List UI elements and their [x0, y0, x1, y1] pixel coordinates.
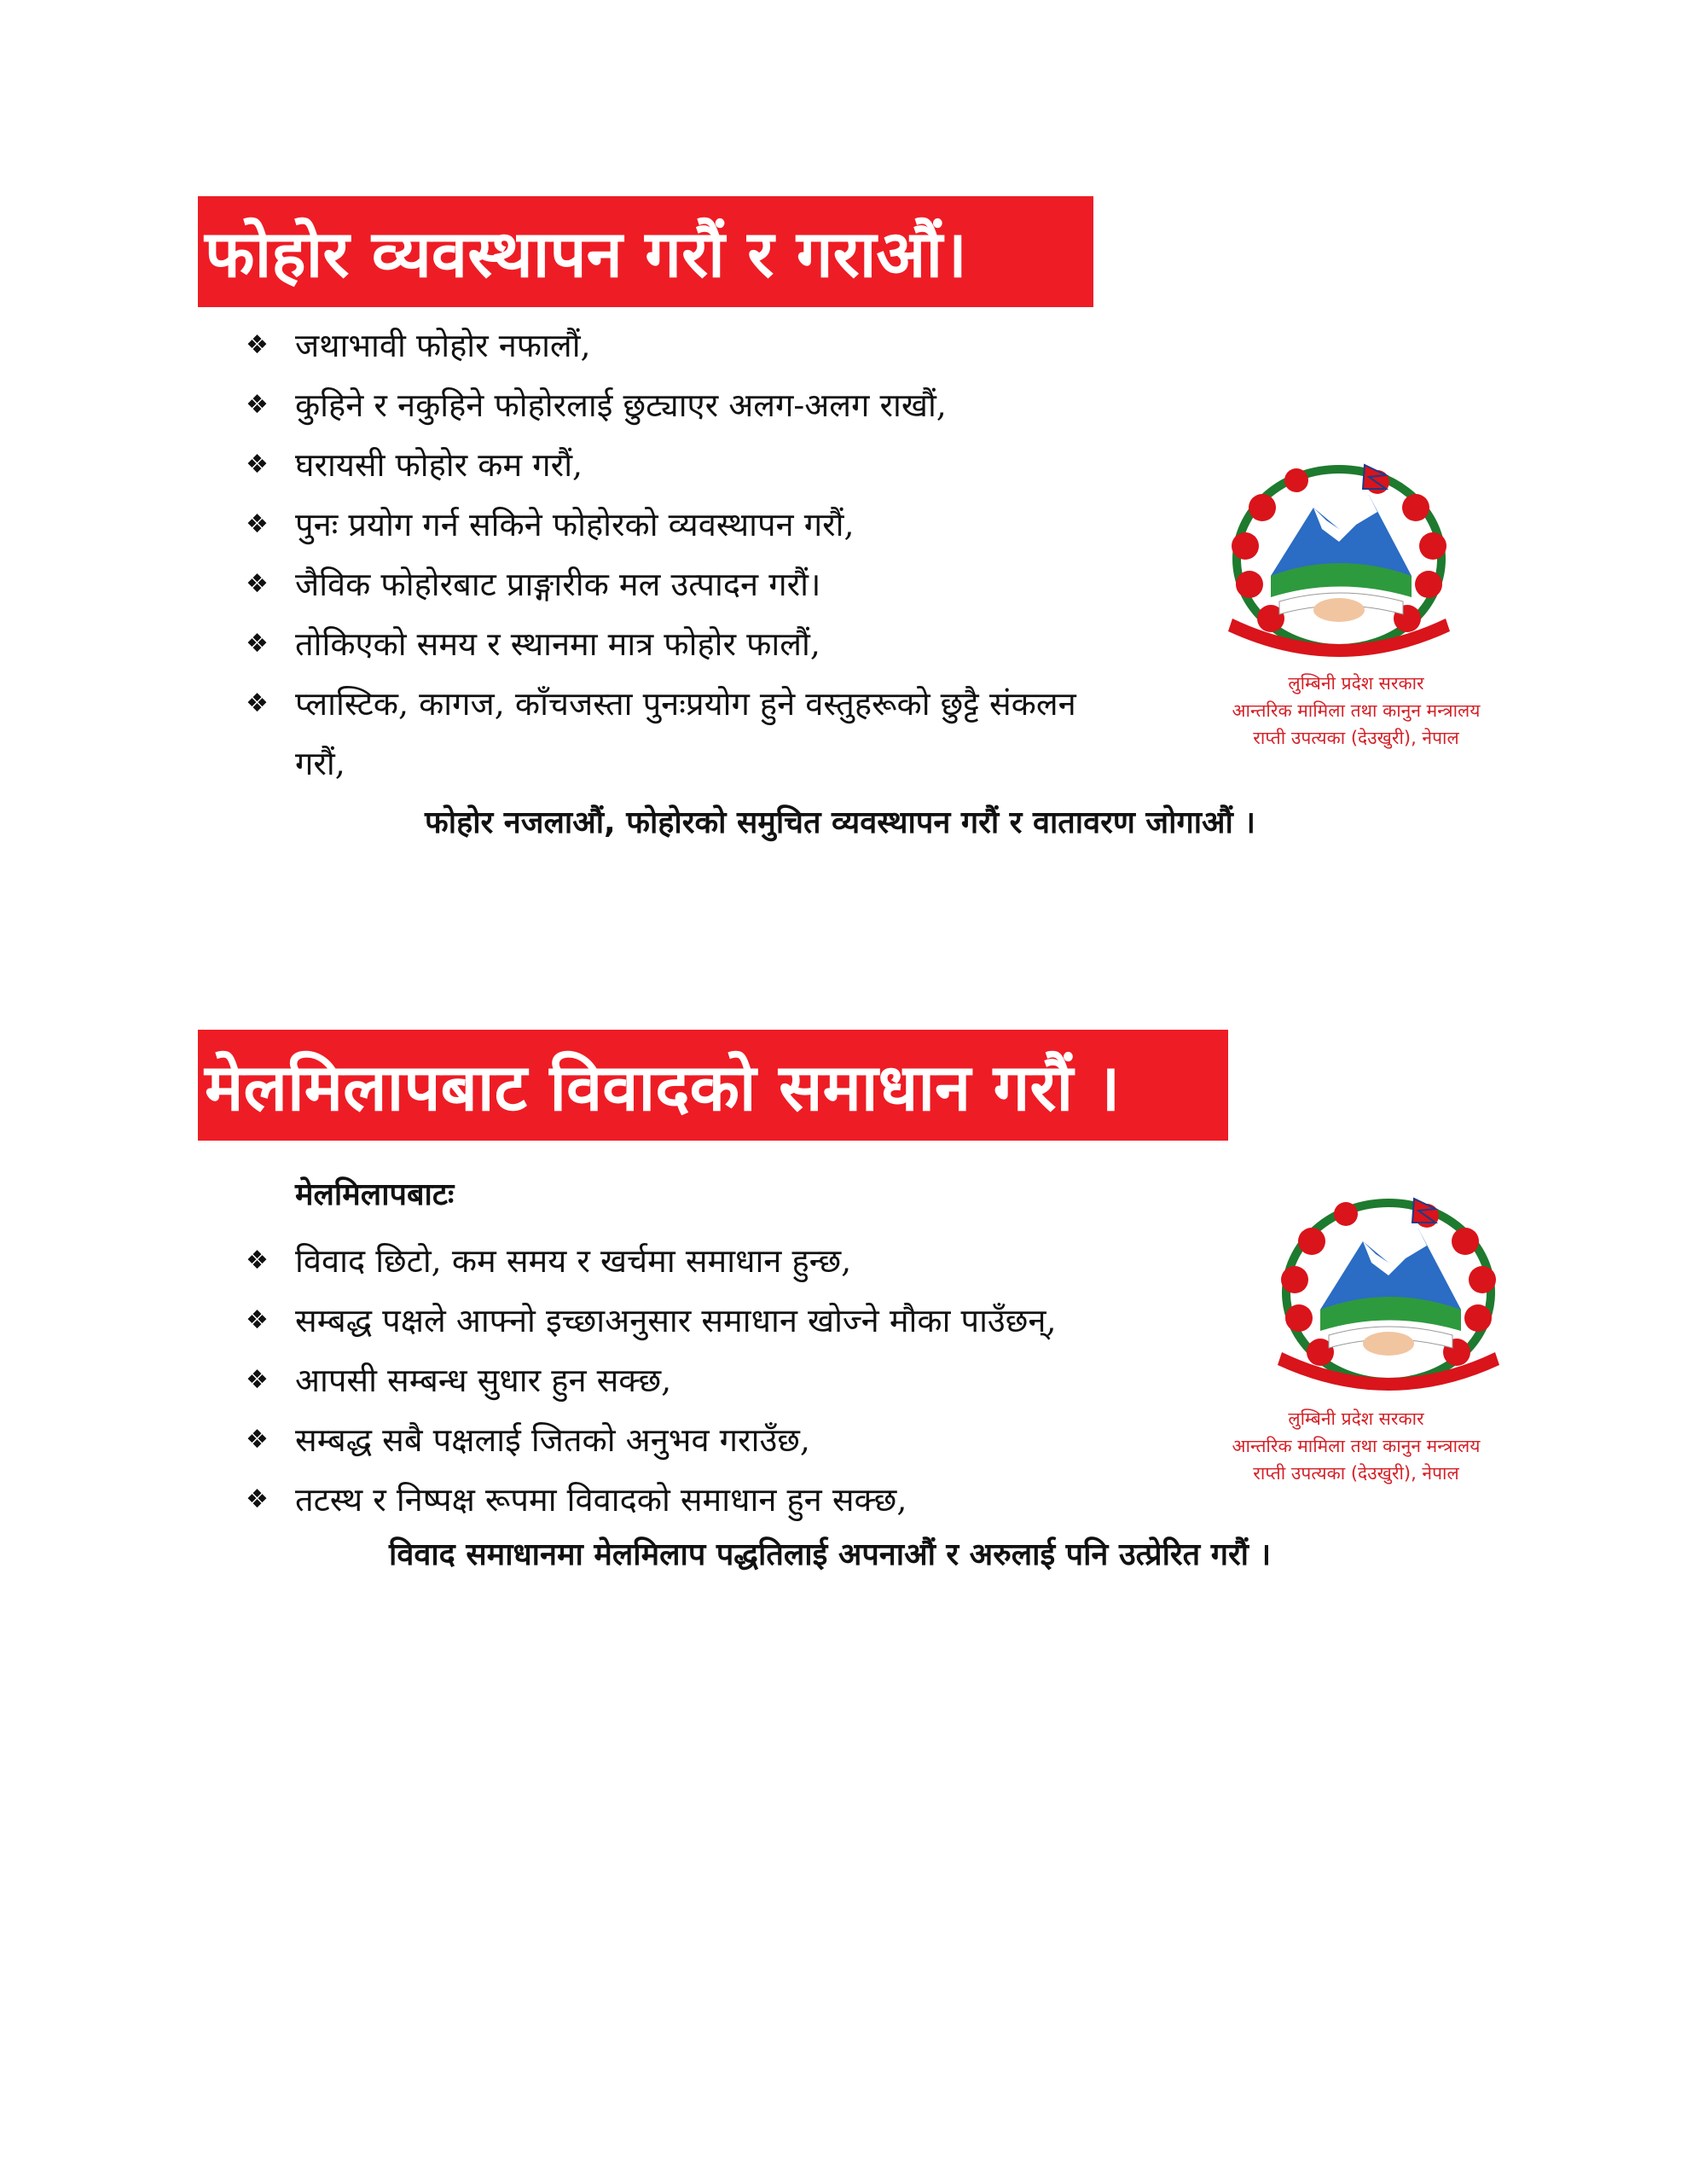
list-item: ❖ विवाद छिटो, कम समय र खर्चमा समाधान हुन्छ, [246, 1231, 1184, 1291]
diamond-bullet-icon: ❖ [246, 1246, 269, 1275]
nepal-emblem-icon [1261, 1182, 1516, 1395]
list-item: ❖ घरायसी फोहोर कम गरौं, [246, 435, 1099, 495]
list-item: ❖ तोकिएको समय र स्थानमा मात्र फोहोर फालौं, [246, 614, 1099, 674]
diamond-bullet-icon: ❖ [246, 629, 269, 659]
diamond-bullet-icon: ❖ [246, 1484, 269, 1514]
list-item: ❖ तटस्थ र निष्पक्ष रूपमा विवादको समाधान हुन सक्छ, [246, 1470, 1184, 1530]
nepal-emblem-icon [1211, 448, 1467, 661]
slogan-mediation: विवाद समाधानमा मेलमिलाप पद्धतिलाई अपनाऔं र अरुलाई पनि उत्प्रेरित गरौं । [389, 1537, 1272, 1572]
emblem-caption: लुम्बिनी प्रदेश सरकार आन्तरिक मामिला तथा कानुन मन्त्रालय राप्ती उपत्यका (देउखुरी), नेपाल [1232, 673, 1481, 748]
diamond-bullet-icon: ❖ [246, 330, 269, 360]
subheading: मेलमिलापबाटः [295, 1177, 455, 1212]
diamond-bullet-icon: ❖ [246, 688, 269, 718]
list-item: ❖ जथाभावी फोहोर नफालौं, [246, 316, 1099, 375]
banner-title: फोहोर व्यवस्थापन गरौं र गराऔं। [205, 215, 967, 292]
diamond-bullet-icon: ❖ [246, 1425, 269, 1455]
mediation-list [246, 1231, 1184, 1530]
list-item: ❖ कुहिने र नकुहिने फोहोरलाई छुट्याएर अलग-अलग राखौं, [246, 375, 1099, 435]
diamond-bullet-icon: ❖ [246, 1305, 269, 1335]
list-item: ❖ सम्बद्ध पक्षले आफ्नो इच्छाअनुसार समाधान खोज्ने मौका पाउँछन्, [246, 1291, 1184, 1350]
list-item: ❖ जैविक फोहोरबाट प्राङ्गारीक मल उत्पादन गरौं। [246, 555, 1099, 614]
list-item: ❖ सम्बद्ध सबै पक्षलाई जितको अनुभव गराउँछ, [246, 1410, 1184, 1470]
list-item: ❖ आपसी सम्बन्ध सुधार हुन सक्छ, [246, 1350, 1184, 1410]
diamond-bullet-icon: ❖ [246, 1365, 269, 1395]
banner-mediation [198, 1030, 1228, 1141]
list-item: ❖ प्लास्टिक, कागज, काँचजस्ता पुनःप्रयोग हुने वस्तुहरूको छुट्टै संकलन गरौं, [246, 674, 1114, 793]
diamond-bullet-icon: ❖ [246, 450, 269, 479]
diamond-bullet-icon: ❖ [246, 569, 269, 599]
waste-list [246, 316, 1099, 793]
diamond-bullet-icon: ❖ [246, 390, 269, 420]
diamond-bullet-icon: ❖ [246, 509, 269, 539]
banner-waste-management [198, 196, 1093, 307]
banner-title: मेलमिलापबाट विवादको समाधान गरौं । [205, 1048, 1121, 1125]
slogan-waste: फोहोर नजलाऔं, फोहोरको समुचित व्यवस्थापन गरौं र वातावरण जोगाऔं । [425, 805, 1256, 840]
emblem-caption: लुम्बिनी प्रदेश सरकार आन्तरिक मामिला तथा कानुन मन्त्रालय राप्ती उपत्यका (देउखुरी), नेपाल [1232, 1409, 1481, 1484]
list-item: ❖ पुनः प्रयोग गर्न सकिने फोहोरको व्यवस्थापन गरौं, [246, 495, 1099, 555]
